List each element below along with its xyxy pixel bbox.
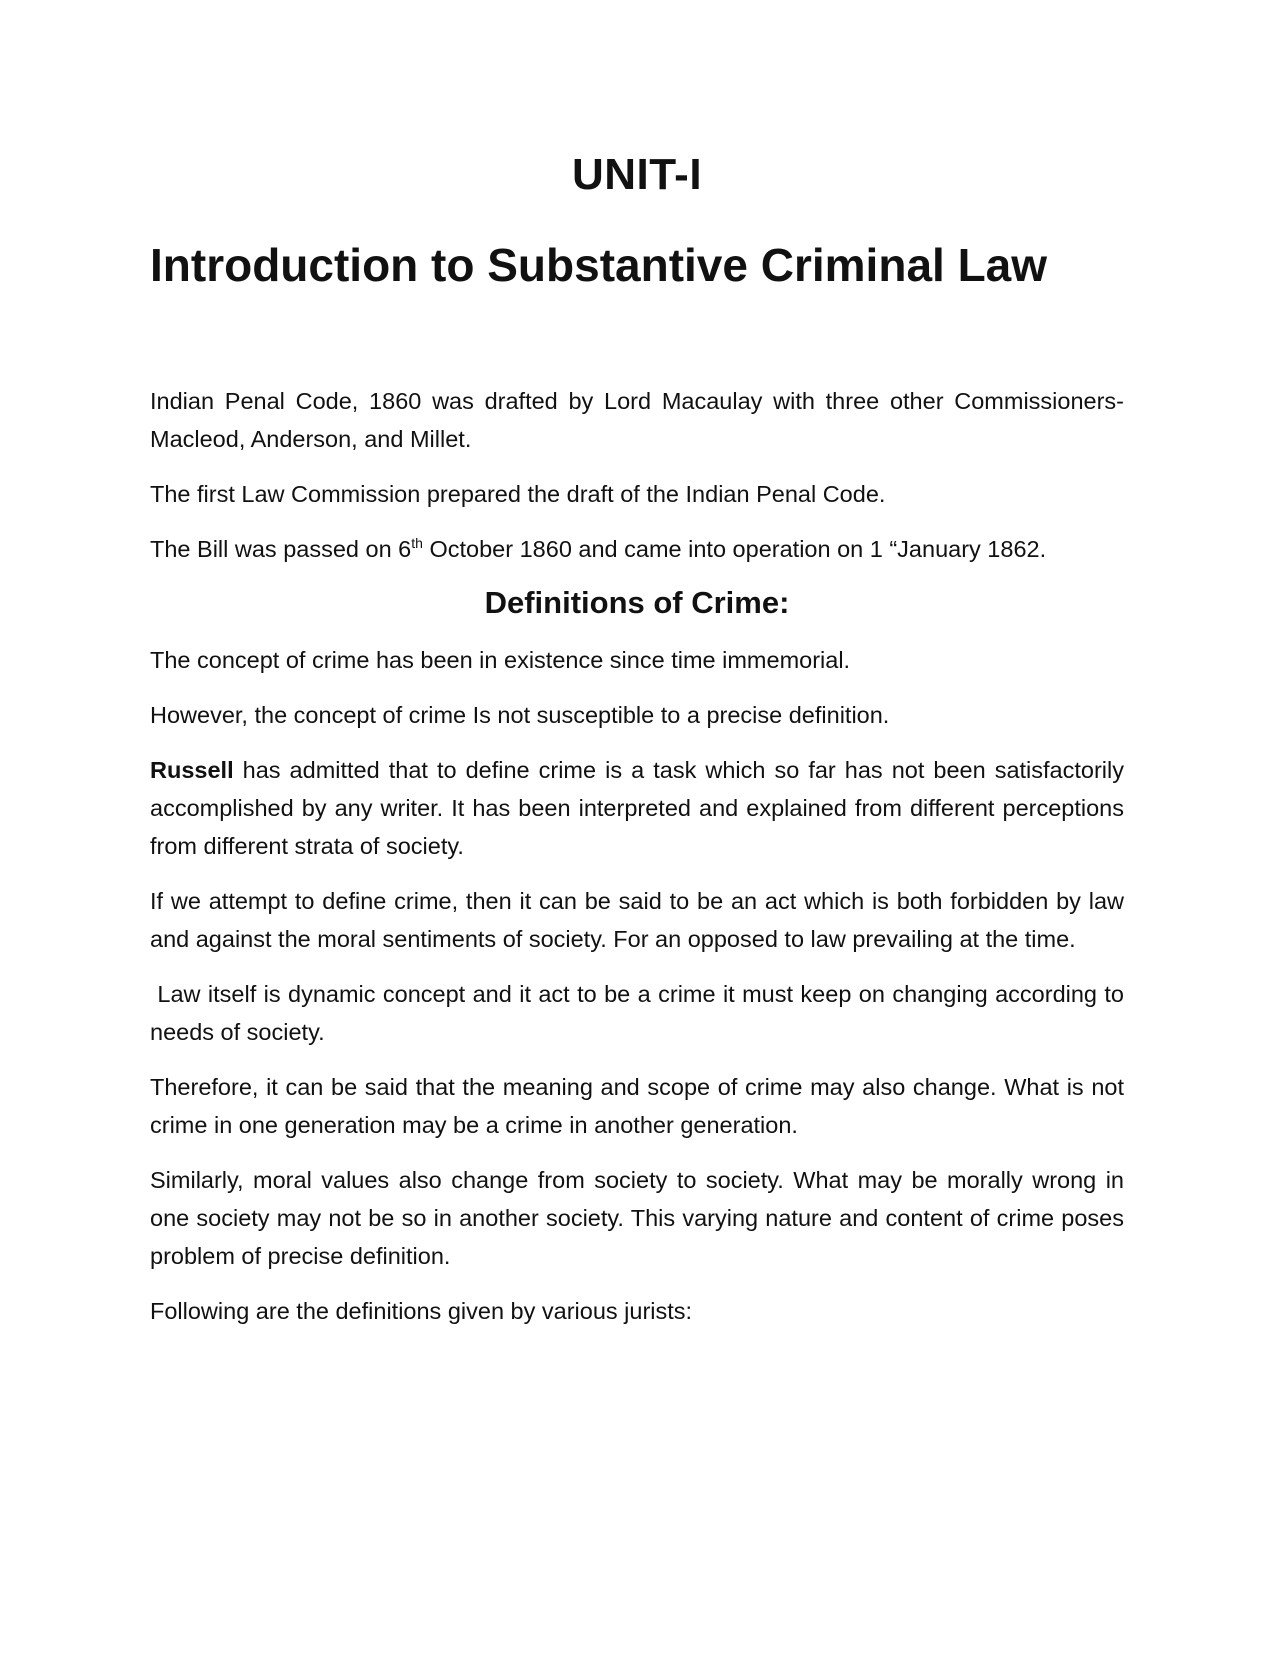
intro-paragraph-2: The first Law Commission prepared the draft of the Indian Penal Code. <box>150 481 886 507</box>
document-body <box>150 382 1124 1347</box>
definition-paragraph-2: However, the concept of crime Is not susceptible to a precise definition. <box>150 702 890 728</box>
definition-paragraph-7: Similarly, moral values also change from society to society. What may be morally wrong in one society may not be so in another society. This varying nature and content of crime poses problem of precise definition. <box>150 1167 1124 1269</box>
document-page <box>150 0 1124 1656</box>
definition-paragraph-3 <box>150 751 1124 865</box>
definition-paragraph-5-text: Law itself is dynamic concept and it act to be a crime it must keep on changing according to needs of society. <box>150 981 1124 1045</box>
intro-paragraph-1: Indian Penal Code, 1860 was drafted by Lord Macaulay with three other Commissioners- Macleod, Anderson, and Millet. <box>150 388 1124 452</box>
unit-label: UNIT-I <box>571 150 703 199</box>
jurist-name: Russell <box>150 757 234 783</box>
definition-paragraph-5 <box>150 975 1124 1051</box>
page-title: Introduction to Substantive Criminal Law <box>150 239 1048 291</box>
ordinal-suffix: th <box>411 535 423 552</box>
definition-paragraph-1: The concept of crime has been in existence since time immemorial. <box>150 647 851 673</box>
definition-paragraph-6: Therefore, it can be said that the meaning and scope of crime may also change. What is not crime in one generation may be a crime in another generation. <box>150 1074 1124 1138</box>
section-heading: Definitions of Crime: <box>484 585 790 620</box>
definition-paragraph-4: If we attempt to define crime, then it can be said to be an act which is both forbidden by law and against the moral sentiments of society. For an opposed to law prevailing at the time. <box>150 888 1124 952</box>
intro-paragraph-3 <box>150 530 1124 568</box>
definition-paragraph-8: Following are the definitions given by various jurists: <box>150 1298 693 1324</box>
intro-paragraph-3-end: October 1860 and came into operation on 1 “January 1862. <box>422 536 1047 562</box>
intro-paragraph-3-start: The Bill was passed on 6 <box>150 536 412 562</box>
definition-paragraph-3-text: has admitted that to define crime is a task which so far has not been satisfactorily accomplished by any writer. It has been interpreted and explained from different perceptions from different strata of society. <box>150 757 1124 859</box>
